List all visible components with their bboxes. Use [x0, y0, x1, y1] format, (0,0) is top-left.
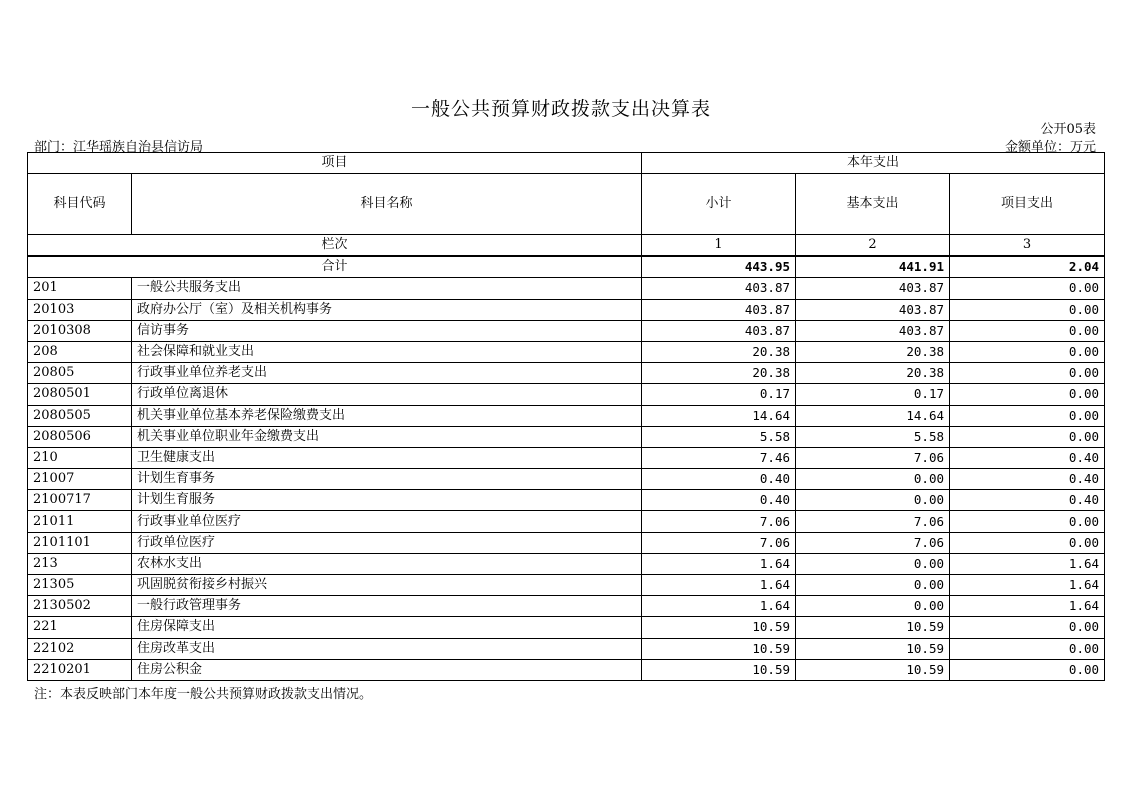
table-row	[28, 384, 1105, 405]
header-code: 科目代码	[28, 174, 132, 235]
table-row	[28, 447, 1105, 468]
header-row-1	[28, 153, 1105, 174]
table-row	[28, 659, 1105, 680]
header-item: 项目	[28, 153, 642, 174]
row-subtotal: 5.58	[642, 426, 796, 447]
row-name: 行政事业单位医疗	[132, 511, 642, 532]
row-basic: 403.87	[796, 299, 950, 320]
header-name: 科目名称	[132, 174, 642, 235]
row-name: 信访事务	[132, 320, 642, 341]
row-project: 1.64	[950, 553, 1105, 574]
row-code: 2080501	[28, 384, 132, 405]
row-code: 2130502	[28, 596, 132, 617]
row-project: 1.64	[950, 575, 1105, 596]
row-code: 20805	[28, 363, 132, 384]
column-number-2: 2	[796, 235, 950, 257]
table-row	[28, 553, 1105, 574]
row-project: 0.00	[950, 384, 1105, 405]
total-subtotal: 443.95	[642, 256, 796, 278]
table-row	[28, 596, 1105, 617]
header-current-year: 本年支出	[642, 153, 1105, 174]
row-subtotal: 0.40	[642, 490, 796, 511]
table-row	[28, 299, 1105, 320]
row-code: 201	[28, 278, 132, 299]
row-project: 0.00	[950, 638, 1105, 659]
row-code: 20103	[28, 299, 132, 320]
row-basic: 10.59	[796, 659, 950, 680]
row-project: 0.00	[950, 511, 1105, 532]
row-basic: 5.58	[796, 426, 950, 447]
row-name: 行政单位医疗	[132, 532, 642, 553]
table-row	[28, 532, 1105, 553]
total-basic: 441.91	[796, 256, 950, 278]
row-name: 行政事业单位养老支出	[132, 363, 642, 384]
row-name: 农林水支出	[132, 553, 642, 574]
row-name: 行政单位离退休	[132, 384, 642, 405]
table-row	[28, 405, 1105, 426]
row-code: 208	[28, 341, 132, 362]
row-basic: 20.38	[796, 341, 950, 362]
row-project: 1.64	[950, 596, 1105, 617]
row-code: 2080506	[28, 426, 132, 447]
form-number: 公开05表	[1040, 122, 1096, 137]
row-basic: 10.59	[796, 617, 950, 638]
row-subtotal: 403.87	[642, 278, 796, 299]
table-row	[28, 341, 1105, 362]
row-subtotal: 7.06	[642, 532, 796, 553]
row-code: 22102	[28, 638, 132, 659]
row-basic: 0.17	[796, 384, 950, 405]
row-basic: 0.00	[796, 490, 950, 511]
row-code: 210	[28, 447, 132, 468]
row-project: 0.00	[950, 532, 1105, 553]
row-subtotal: 1.64	[642, 575, 796, 596]
row-name: 住房改革支出	[132, 638, 642, 659]
row-basic: 0.00	[796, 575, 950, 596]
table-row	[28, 320, 1105, 341]
row-name: 一般行政管理事务	[132, 596, 642, 617]
table-row	[28, 278, 1105, 299]
row-code: 2210201	[28, 659, 132, 680]
header-subtotal: 小计	[642, 174, 796, 235]
row-name: 一般公共服务支出	[132, 278, 642, 299]
table-row	[28, 638, 1105, 659]
row-subtotal: 10.59	[642, 659, 796, 680]
row-project: 0.00	[950, 320, 1105, 341]
header-basic: 基本支出	[796, 174, 950, 235]
row-basic: 7.06	[796, 447, 950, 468]
row-basic: 0.00	[796, 469, 950, 490]
expenditure-table	[27, 152, 1105, 681]
row-basic: 10.59	[796, 638, 950, 659]
row-project: 0.00	[950, 659, 1105, 680]
department-label: 部门：江华瑶族自治县信访局	[34, 140, 204, 155]
row-project: 0.00	[950, 426, 1105, 447]
row-project: 0.00	[950, 405, 1105, 426]
row-code: 2080505	[28, 405, 132, 426]
table-row	[28, 469, 1105, 490]
row-subtotal: 403.87	[642, 320, 796, 341]
row-subtotal: 0.17	[642, 384, 796, 405]
row-project: 0.00	[950, 299, 1105, 320]
row-name: 机关事业单位基本养老保险缴费支出	[132, 405, 642, 426]
row-name: 政府办公厅（室）及相关机构事务	[132, 299, 642, 320]
row-project: 0.40	[950, 469, 1105, 490]
row-code: 2010308	[28, 320, 132, 341]
row-project: 0.00	[950, 363, 1105, 384]
row-project: 0.00	[950, 617, 1105, 638]
table-row	[28, 426, 1105, 447]
row-basic: 0.00	[796, 596, 950, 617]
total-project: 2.04	[950, 256, 1105, 278]
row-subtotal: 10.59	[642, 638, 796, 659]
row-name: 住房保障支出	[132, 617, 642, 638]
total-label: 合计	[28, 256, 642, 278]
table-row	[28, 575, 1105, 596]
row-name: 计划生育服务	[132, 490, 642, 511]
row-basic: 403.87	[796, 278, 950, 299]
page-title: 一般公共预算财政拨款支出决算表	[410, 98, 711, 120]
table-row	[28, 511, 1105, 532]
row-code: 221	[28, 617, 132, 638]
row-subtotal: 403.87	[642, 299, 796, 320]
row-name: 卫生健康支出	[132, 447, 642, 468]
row-subtotal: 20.38	[642, 363, 796, 384]
header-project: 项目支出	[950, 174, 1105, 235]
row-name: 机关事业单位职业年金缴费支出	[132, 426, 642, 447]
table-row	[28, 617, 1105, 638]
footnote: 注：本表反映部门本年度一般公共预算财政拨款支出情况。	[34, 687, 373, 702]
row-basic: 0.00	[796, 553, 950, 574]
row-name: 计划生育事务	[132, 469, 642, 490]
table-row	[28, 490, 1105, 511]
row-basic: 7.06	[796, 511, 950, 532]
column-number-1: 1	[642, 235, 796, 257]
row-subtotal: 20.38	[642, 341, 796, 362]
table-row	[28, 363, 1105, 384]
row-basic: 7.06	[796, 532, 950, 553]
row-subtotal: 10.59	[642, 617, 796, 638]
row-basic: 403.87	[796, 320, 950, 341]
row-code: 213	[28, 553, 132, 574]
row-subtotal: 0.40	[642, 469, 796, 490]
column-number-label: 栏次	[28, 235, 642, 257]
row-name: 住房公积金	[132, 659, 642, 680]
row-subtotal: 14.64	[642, 405, 796, 426]
row-code: 21011	[28, 511, 132, 532]
row-subtotal: 1.64	[642, 596, 796, 617]
row-subtotal: 1.64	[642, 553, 796, 574]
row-code: 21305	[28, 575, 132, 596]
row-project: 0.00	[950, 278, 1105, 299]
row-code: 2100717	[28, 490, 132, 511]
row-subtotal: 7.06	[642, 511, 796, 532]
column-number-row	[28, 235, 1105, 257]
unit-label: 金额单位：万元	[1004, 140, 1096, 155]
row-code: 21007	[28, 469, 132, 490]
row-project: 0.40	[950, 447, 1105, 468]
row-subtotal: 7.46	[642, 447, 796, 468]
row-basic: 14.64	[796, 405, 950, 426]
row-name: 巩固脱贫衔接乡村振兴	[132, 575, 642, 596]
header-row-2	[28, 174, 1105, 235]
row-project: 0.40	[950, 490, 1105, 511]
total-row	[28, 256, 1105, 278]
row-basic: 20.38	[796, 363, 950, 384]
row-name: 社会保障和就业支出	[132, 341, 642, 362]
column-number-3: 3	[950, 235, 1105, 257]
row-project: 0.00	[950, 341, 1105, 362]
row-code: 2101101	[28, 532, 132, 553]
